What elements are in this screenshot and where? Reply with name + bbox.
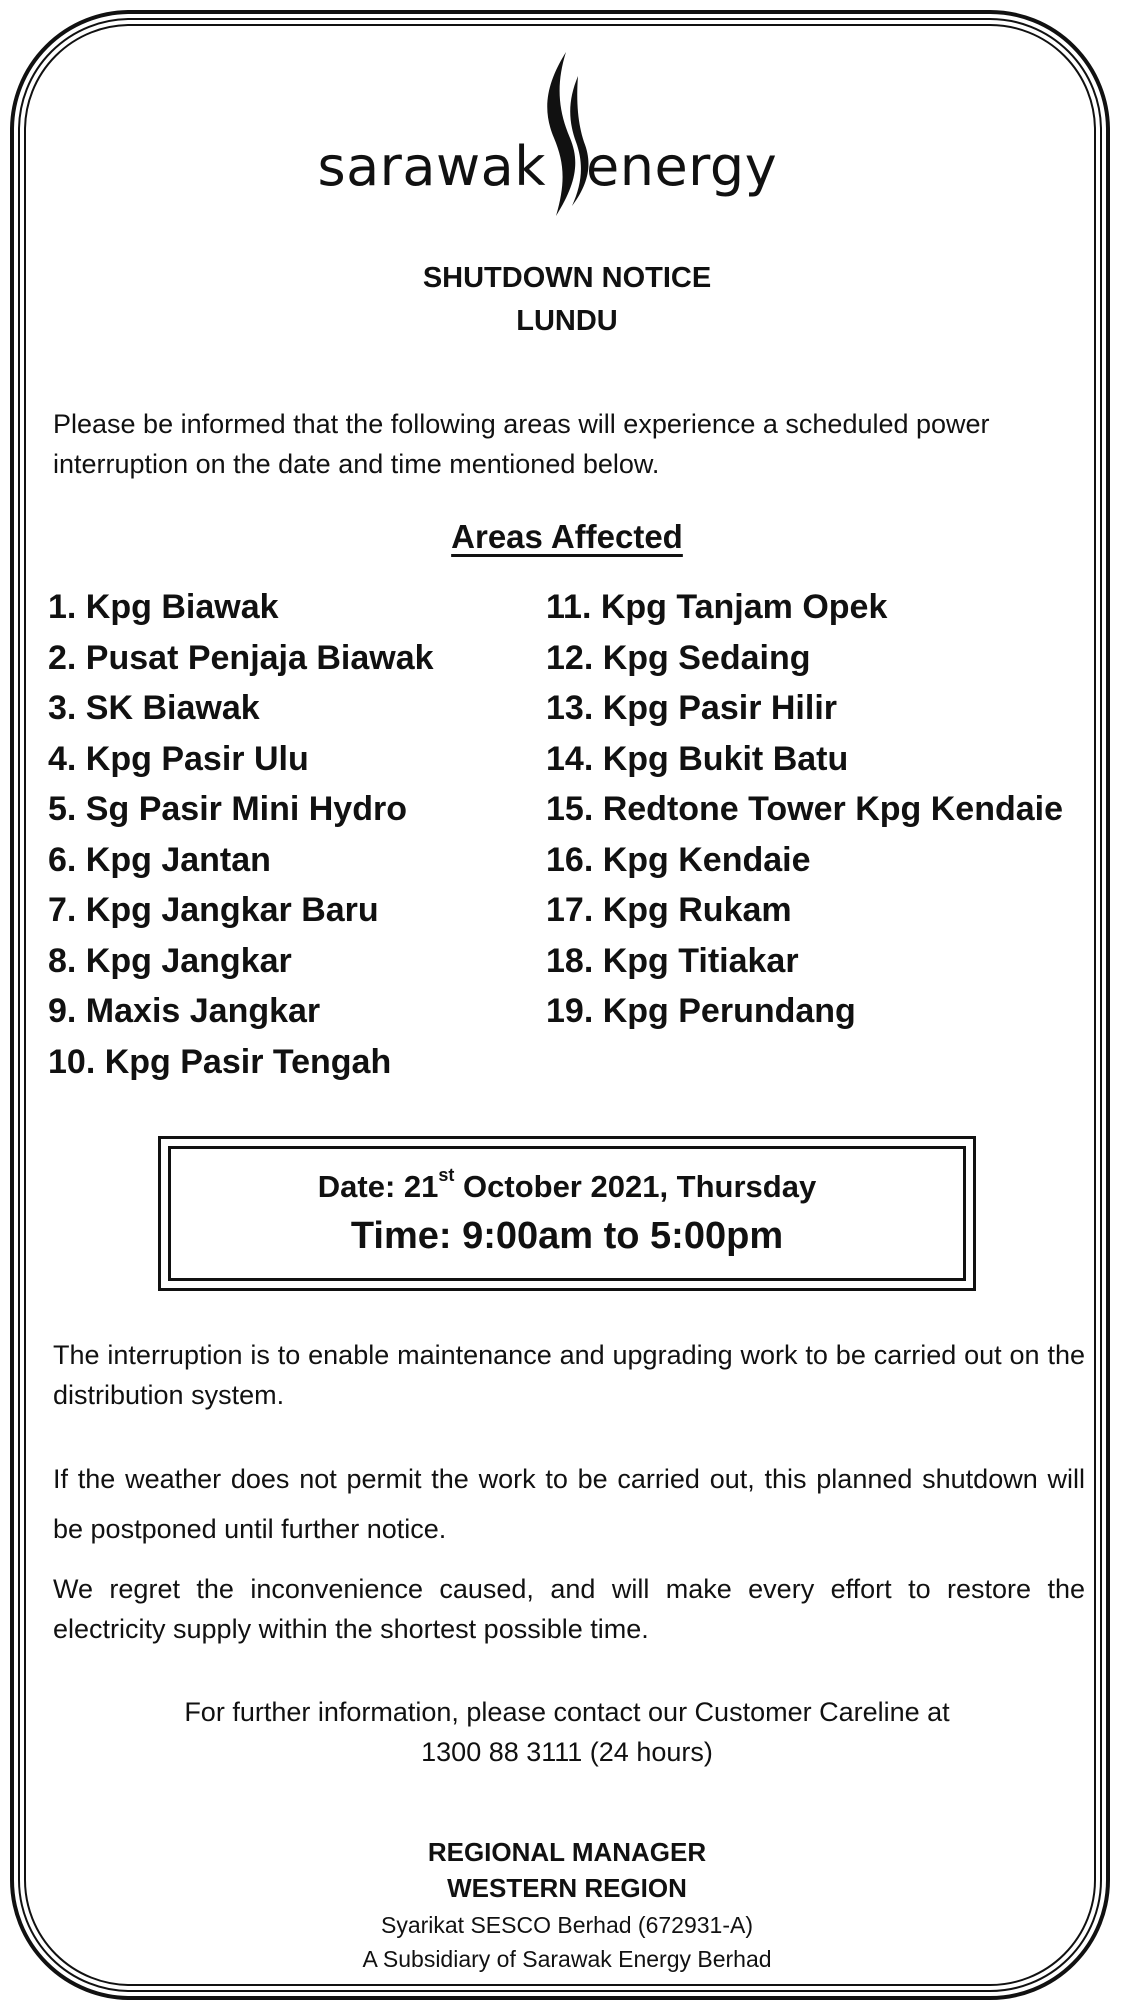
signature-company: Syarikat SESCO Berhad (672931-A) (380, 1912, 753, 1938)
areas-list-left (48, 582, 434, 1087)
area-item: 15. Redtone Tower Kpg Kendaie (546, 790, 1064, 828)
area-item: 6. Kpg Jantan (48, 840, 271, 879)
area-item: 13. Kpg Pasir Hilir (546, 689, 837, 727)
area-item: 17. Kpg Rukam (546, 891, 792, 929)
area-item: 5. Sg Pasir Mini Hydro (48, 790, 407, 828)
logo-brand-left: sarawak (317, 135, 546, 198)
schedule-date: Date: 21st October 2021, Thursday (317, 1165, 817, 1204)
purpose-paragraph: The interruption is to enable maintenance and upgrading work to be carried out on the distribution system. (53, 1340, 1085, 1410)
area-item: 16. Kpg Kendaie (546, 840, 811, 879)
area-item: 19. Kpg Perundang (546, 992, 856, 1030)
regret-paragraph: We regret the inconvenience caused, and will make every effort to restore the electricity supply within the shortest possible time. (53, 1574, 1085, 1644)
weather-paragraph: If the weather does not permit the work to be carried out, this planned shutdown will be postponed until further notice. (53, 1464, 1085, 1544)
area-item: 7. Kpg Jangkar Baru (48, 891, 379, 929)
areas-heading: Areas Affected (451, 518, 683, 555)
area-item: 10. Kpg Pasir Tengah (48, 1042, 392, 1081)
area-item: 2. Pusat Penjaja Biawak (48, 638, 434, 677)
area-item: 3. SK Biawak (48, 689, 260, 727)
area-item: 14. Kpg Bukit Batu (546, 739, 849, 778)
signature-title: REGIONAL MANAGER (427, 1837, 707, 1867)
logo-brand-right: energy (586, 135, 778, 198)
area-item: 11. Kpg Tanjam Opek (546, 588, 888, 626)
schedule-time: Time: 9:00am to 5:00pm (350, 1215, 784, 1257)
areas-list-right (546, 582, 1063, 1037)
area-item: 9. Maxis Jangkar (48, 992, 321, 1030)
careline-number: 1300 88 3111 (24 hours) (421, 1737, 713, 1767)
sarawak-energy-logo (0, 50, 1134, 220)
area-item: 4. Kpg Pasir Ulu (48, 739, 309, 778)
flame-icon (532, 50, 592, 220)
signature-region: WESTERN REGION (447, 1873, 687, 1903)
contact-line: For further information, please contact our Customer Careline at (184, 1697, 950, 1727)
area-item: 1. Kpg Biawak (48, 588, 279, 626)
notice-location: LUNDU (516, 305, 618, 337)
area-item: 18. Kpg Titiakar (546, 941, 799, 980)
date-ordinal-suffix: st (438, 1165, 455, 1185)
notice-title: SHUTDOWN NOTICE (422, 262, 712, 294)
area-item: 12. Kpg Sedaing (546, 638, 811, 677)
schedule-box (168, 1146, 966, 1281)
intro-paragraph: Please be informed that the following areas will experience a scheduled power interruption on the date and time mentioned below. (53, 409, 990, 479)
contact-info (0, 1692, 1134, 1772)
area-item: 8. Kpg Jangkar (48, 941, 292, 980)
signature-parent: A Subsidiary of Sarawak Energy Berhad (362, 1946, 772, 1972)
